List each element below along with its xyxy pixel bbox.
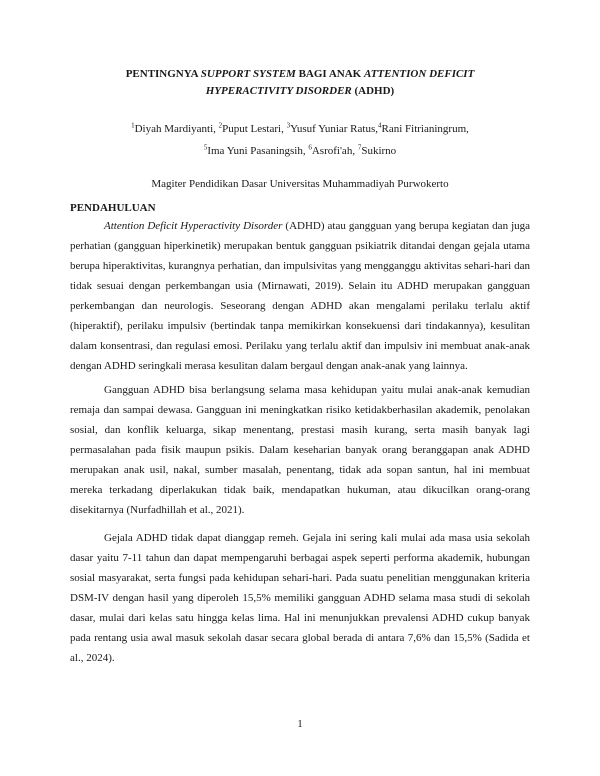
author-sup: 1 [131,121,135,130]
title-part-3: BAGI ANAK [295,68,364,80]
author-sup: 4 [378,121,382,130]
title-italic-adhd-1: ATTENTION DEFICIT [363,68,475,80]
title-part-6: (ADHD) [351,85,395,97]
affiliation: Magiter Pendidikan Dasar Universitas Muhammadiyah Purwokerto [151,178,449,190]
title-line-2 [70,83,530,100]
author-sup: 7 [357,143,362,152]
author-line-2 [70,140,530,162]
author-list [70,118,530,162]
page-number: 1 [297,718,303,730]
author: Puput Lestari, [222,123,287,135]
paper-title [70,66,530,100]
paragraph-1 [70,216,530,376]
author-line-1 [70,118,530,140]
author-sup: 5 [203,143,208,152]
body-text [70,216,530,676]
author: Asrofi'ah, [311,145,358,157]
section-heading: PENDAHULUAN [70,202,156,214]
paragraph-2: Gangguan ADHD bisa berlangsung selama masa kehidupan yaitu mulai anak-anak kemudian remaja dan sampai dewasa. Gangguan ini meningkatkan risiko ketidakberhasilan akademik, penolakan sosial, dan konflik keluarga, sikap menentang, prestasi masih kurang, serta masih banyak lagi permasalahan pada fisik maupun psikis. Dalam keseharian banyak orang beranggapan anak ADHD merupakan anak usil, nakal, sumber masalah, penentang, tidak ada sopan santun, hal ini membuat mereka terkadang diperlakukan tidak baik, mendapatkan hukuman, atau dikucilkan orang-orang disekitarnya (Nurfadhillah et al., 2021). [70,384,530,516]
paragraph-1-italic: Attention Deficit Hyperactivity Disorder [104,220,283,232]
author: Diyah Mardiyanti, [134,123,219,135]
author-sup: 6 [308,143,312,152]
title-italic-adhd-2: HYPERACTIVITY DISORDER [205,85,352,97]
author: Rani Fitrianingrum, [381,123,469,135]
author-sup: 2 [218,121,223,130]
title-italic-support-system: SUPPORT SYSTEM [200,68,296,80]
author: Sukirno [361,145,397,157]
paragraph-3: Gejala ADHD tidak dapat dianggap remeh. Gejala ini sering kali mulai ada masa usia sekolah dasar yaitu 7-11 tahun dan dapat mempengaruhi berbagai aspek seperti performa akademik, hubungan sosial masyarakat, serta fungsi pada kehidupan sehari-hari. Pada suatu penelitian menggunakan kriteria DSM-IV dengan hasil yang diperoleh 15,5% memiliki gangguan ADHD selama masa studi di sekolah dasar, mulai dari kelas satu hingga kelas lima. Hal ini menunjukkan prevalensi ADHD cukup banyak pada rentang usia awal masuk sekolah dasar secara global berada di antara 7,6% dan 15,5% (Sadida et al., 2024). [70,532,530,664]
title-part-1: PENTINGNYA [125,68,201,80]
author: Yusuf Yuniar Ratus, [290,123,378,135]
author-sup: 3 [286,121,291,130]
author: Ima Yuni Pasaningsih, [207,145,309,157]
paragraph-1-text: (ADHD) atau gangguan yang berupa kegiatan dan juga perhatian (gangguan hiperkinetik) merupakan bentuk gangguan psikiatrik ditandai dengan gejala utama berupa hiperaktivitas, kurangnya perhatian, dan impulsivitas yang mengganggu aktivitas sehari-hari dan tidak sesuai dengan perkembangan usia (Mirnawati, 2019). Selain itu ADHD merupakan gangguan perkembangan dan neurologis. Seseorang dengan ADHD akan mengalami perilaku terlalu aktif (hiperaktif), perilaku impulsiv (bertindak tanpa memikirkan konsekuensi dari tindakannya), kesulitan dalam konsentrasi, dan regulasi emosi. Perilaku yang terlalu aktif dan impulsiv ini membuat anak-anak dengan ADHD seringkali merasa kesulitan dalam bergaul dengan anak-anak yang lainnya. [70,220,531,372]
